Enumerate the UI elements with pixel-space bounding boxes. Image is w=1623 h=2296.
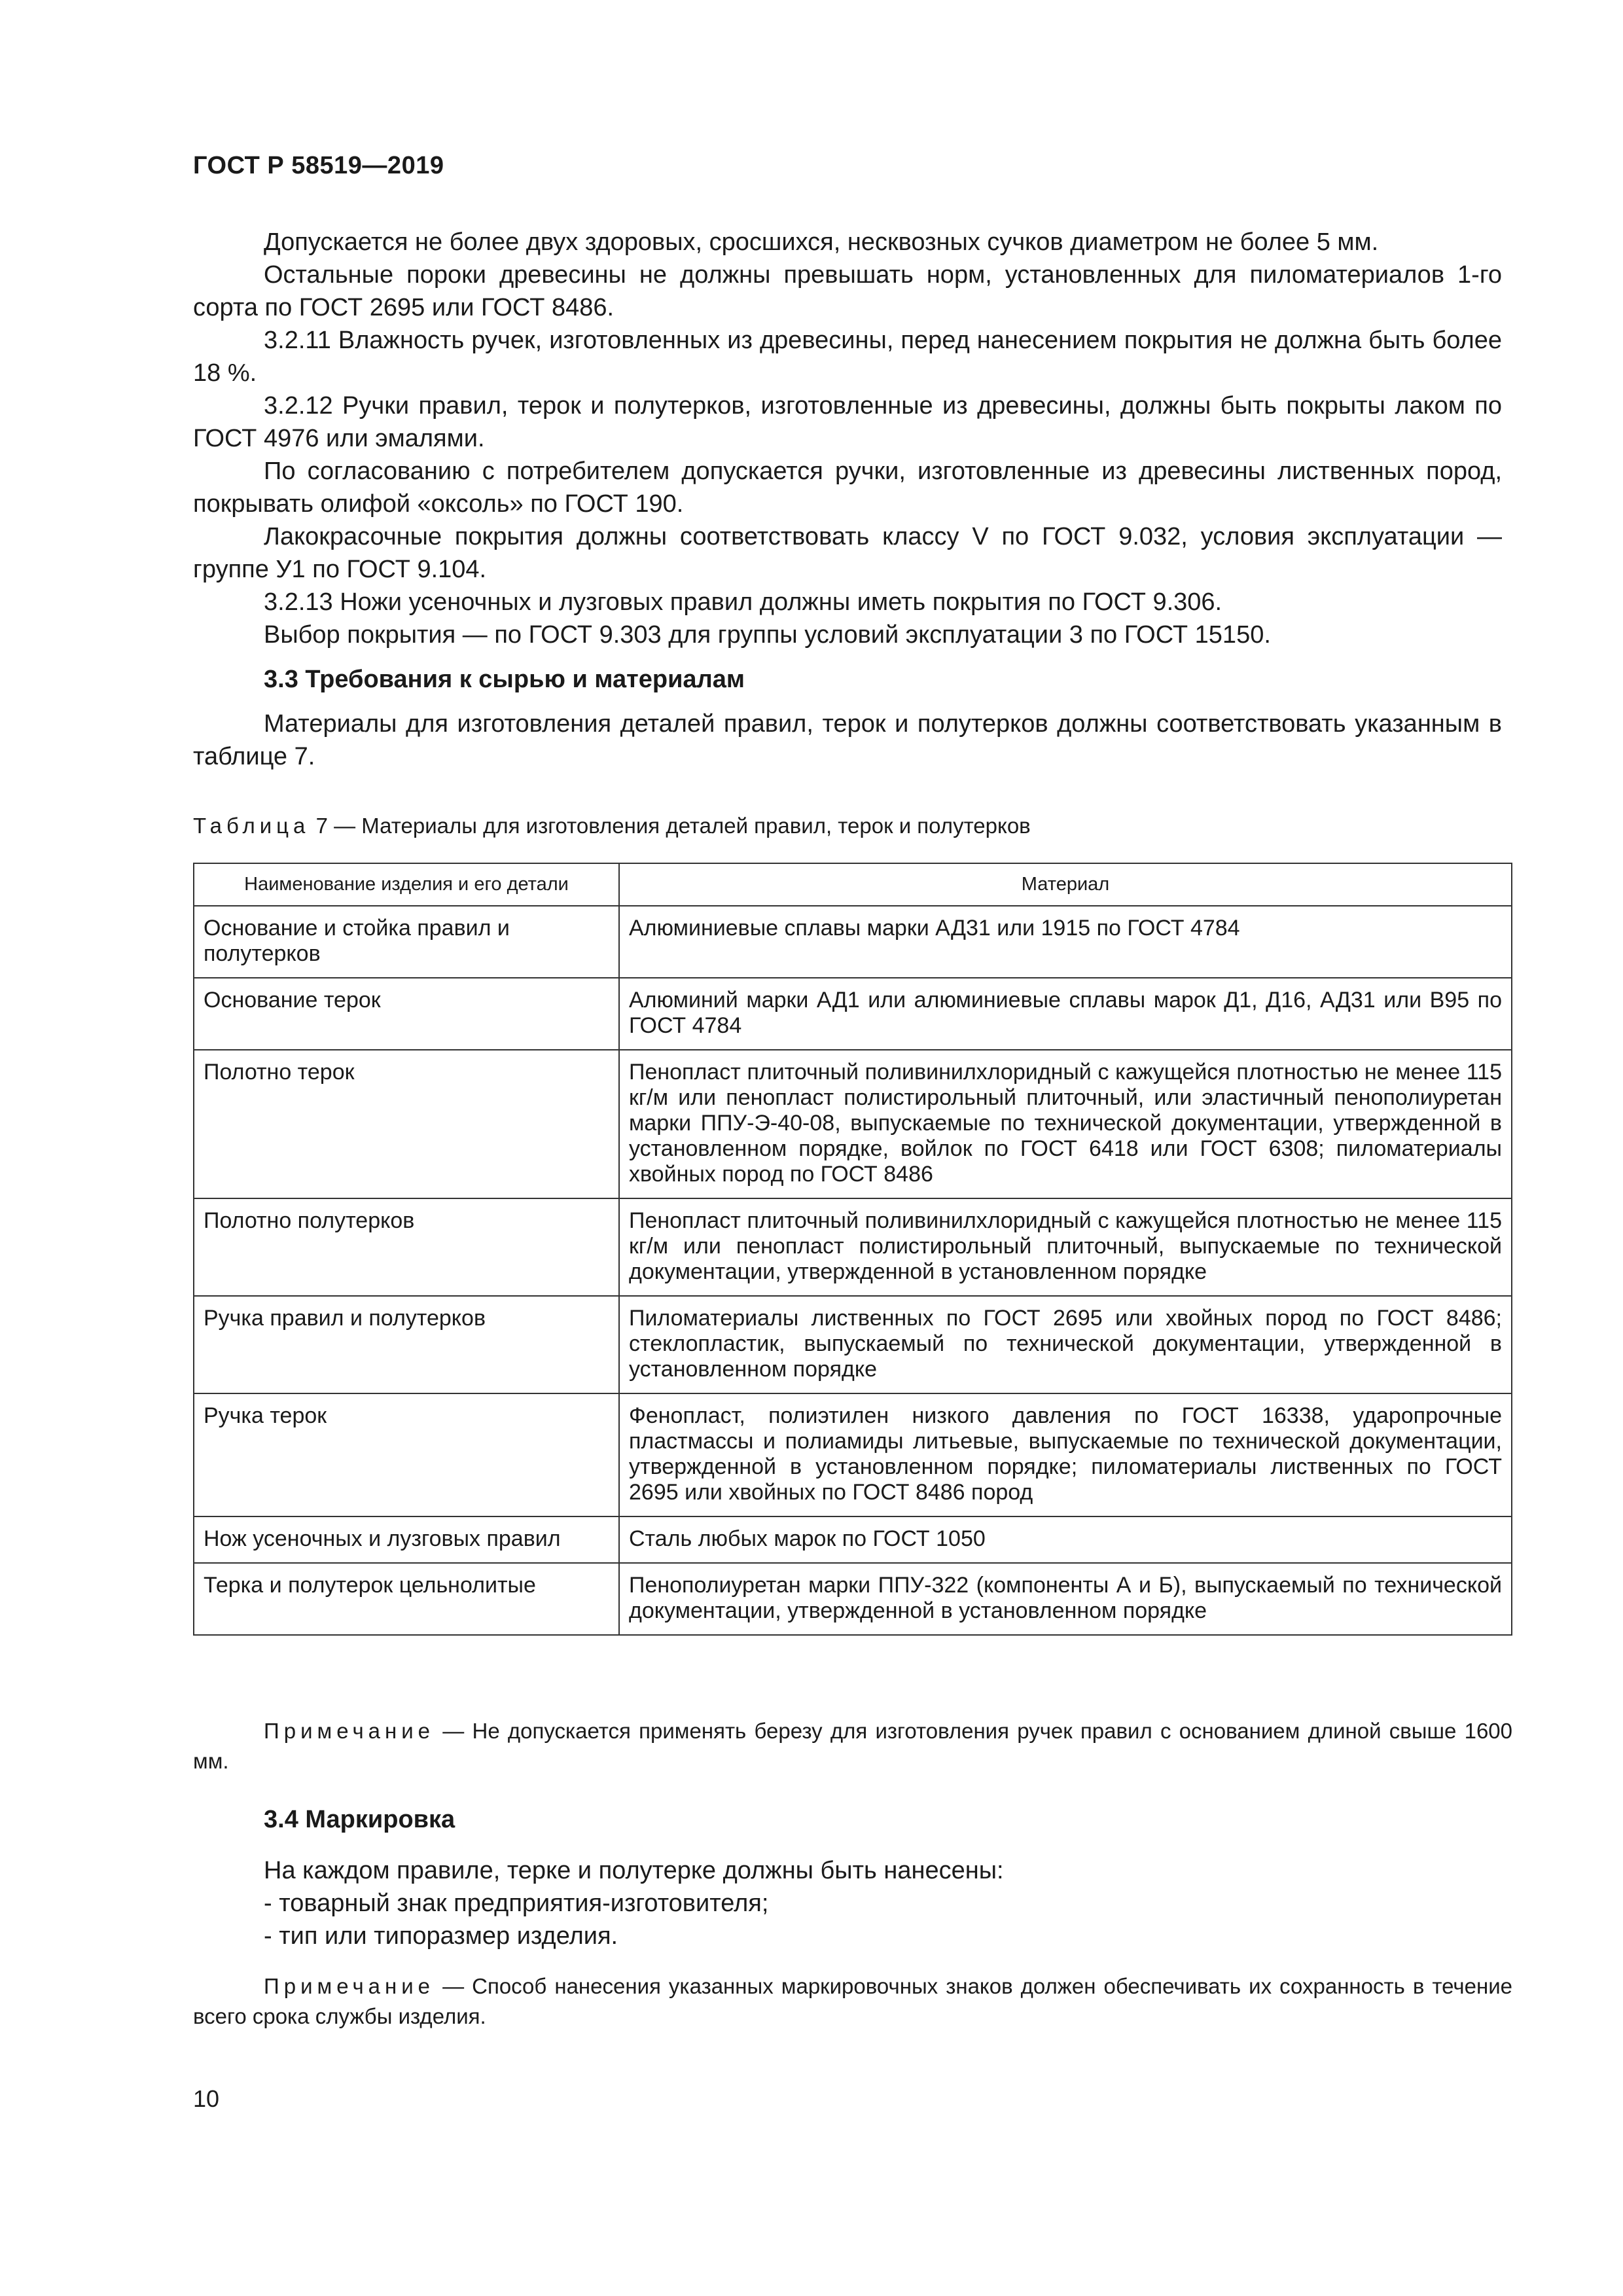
paragraph: Допускается не более двух здоровых, сросшихся, несквозных сучков диаметром не более 5 мм. <box>264 228 1379 256</box>
table-cell: Пенопласт плиточный поливинилхлоридный с кажущейся плотностью не менее 115 кг/м или пенопласт полистирольный плиточный, выпускаемые по технической документации, утвержденной в установленном порядке <box>619 1198 1512 1296</box>
table-caption <box>193 814 1031 838</box>
table-cell: Нож усеночных и лузговых правил <box>194 1516 619 1563</box>
column-header: Материал <box>619 863 1512 906</box>
paragraph: Остальные пороки древесины не должны превышать норм, установленных для пиломатериалов 1-го сорта по ГОСТ 2695 или ГОСТ 8486. <box>193 261 1502 321</box>
paragraph: По согласованию с потребителем допускается ручки, изготовленные из древесины лиственных пород, покрывать олифой «оксоль» по ГОСТ 190. <box>193 457 1502 518</box>
table-row <box>194 1563 1512 1635</box>
table-caption-label: Таблица <box>193 814 310 838</box>
table-cell: Полотно терок <box>194 1050 619 1198</box>
paragraph: Материалы для изготовления деталей правил, терок и полутерков должны соответствовать указанным в таблице 7. <box>193 710 1502 770</box>
table-cell: Основание терок <box>194 978 619 1050</box>
table-cell: Пиломатериалы лиственных по ГОСТ 2695 или хвойных пород по ГОСТ 8486; стеклопластик, выпускаемый по технической документации, утвержденной в установленном порядке <box>619 1296 1512 1393</box>
note-text: — Способ нанесения указанных маркировочных знаков должен обеспечивать их сохранность в течение всего срока службы изделия. <box>193 1974 1512 2028</box>
note-text: — Не допускается применять березу для изготовления ручек правил с основанием длиной свыше 1600 мм. <box>193 1719 1512 1773</box>
materials-table <box>193 863 1512 1636</box>
table-cell: Пенополиуретан марки ППУ-322 (компоненты А и Б), выпускаемый по технической документации, утвержденной в установленном порядке <box>619 1563 1512 1635</box>
column-header: Наименование изделия и его детали <box>194 863 619 906</box>
list-item: - товарный знак предприятия-изготовителя; <box>264 1890 769 1917</box>
table-header-row <box>194 863 1512 906</box>
table-row <box>194 1050 1512 1198</box>
table-cell: Полотно полутерков <box>194 1198 619 1296</box>
body-text <box>193 226 1502 773</box>
table-row <box>194 1393 1512 1516</box>
paragraph: Лакокрасочные покрытия должны соответствовать классу V по ГОСТ 9.032, условия эксплуатации — группе У1 по ГОСТ 9.104. <box>193 523 1502 583</box>
table-cell: Ручка правил и полутерков <box>194 1296 619 1393</box>
paragraph: Выбор покрытия — по ГОСТ 9.303 для группы условий эксплуатации 3 по ГОСТ 15150. <box>264 621 1271 649</box>
table-row <box>194 906 1512 978</box>
page-number: 10 <box>193 2085 220 2112</box>
section-heading: 3.3 Требования к сырью и материалам <box>264 666 745 693</box>
table-caption-text: 7 — Материалы для изготовления деталей правил, терок и полутерков <box>315 814 1031 838</box>
list-intro: На каждом правиле, терке и полутерке должны быть нанесены: <box>264 1857 1004 1884</box>
paragraph: 3.2.12 Ручки правил, терок и полутерков, изготовленные из древесины, должны быть покрыты лаком по ГОСТ 4976 или эмалями. <box>193 392 1502 452</box>
table-cell: Сталь любых марок по ГОСТ 1050 <box>619 1516 1512 1563</box>
section-heading: 3.4 Маркировка <box>264 1806 455 1833</box>
table-row <box>194 978 1512 1050</box>
marking-list <box>193 1854 1512 1952</box>
table-cell: Терка и полутерок цельнолитые <box>194 1563 619 1635</box>
note-label: Примечание <box>264 1719 435 1743</box>
table-cell: Ручка терок <box>194 1393 619 1516</box>
table-cell: Фенопласт, полиэтилен низкого давления по ГОСТ 16338, ударопрочные пластмассы и полиамиды литьевые, выпускаемые по технической документации, утвержденной в установленном порядке; пиломатериалы лиственных по ГОСТ 2695 или хвойных по ГОСТ 8486 пород <box>619 1393 1512 1516</box>
table-cell: Алюминиевые сплавы марки АД31 или 1915 по ГОСТ 4784 <box>619 906 1512 978</box>
table-cell: Пенопласт плиточный поливинилхлоридный с кажущейся плотностью не менее 115 кг/м или пенопласт полистирольный плиточный, или эластичный пенополиуретан марки ППУ-Э-40-08, выпускаемые по технической документации, утвержденной в установленном порядке, войлок по ГОСТ 6418 или ГОСТ 6308; пиломатериалы хвойных пород по ГОСТ 8486 <box>619 1050 1512 1198</box>
document-header: ГОСТ Р 58519—2019 <box>193 152 444 179</box>
table-row <box>194 1198 1512 1296</box>
list-item: - тип или типоразмер изделия. <box>264 1922 618 1950</box>
table-cell: Основание и стойка правил и полутерков <box>194 906 619 978</box>
paragraph: 3.2.11 Влажность ручек, изготовленных из древесины, перед нанесением покрытия не должна быть более 18 %. <box>193 327 1502 387</box>
marking-note <box>193 1971 1512 2032</box>
table-cell: Алюминий марки АД1 или алюминиевые сплавы марок Д1, Д16, АД31 или В95 по ГОСТ 4784 <box>619 978 1512 1050</box>
table-row <box>194 1516 1512 1563</box>
paragraph: 3.2.13 Ножи усеночных и лузговых правил должны иметь покрытия по ГОСТ 9.306. <box>264 588 1222 616</box>
table-note <box>193 1716 1512 1776</box>
table-row <box>194 1296 1512 1393</box>
note-label: Примечание <box>264 1974 435 1998</box>
